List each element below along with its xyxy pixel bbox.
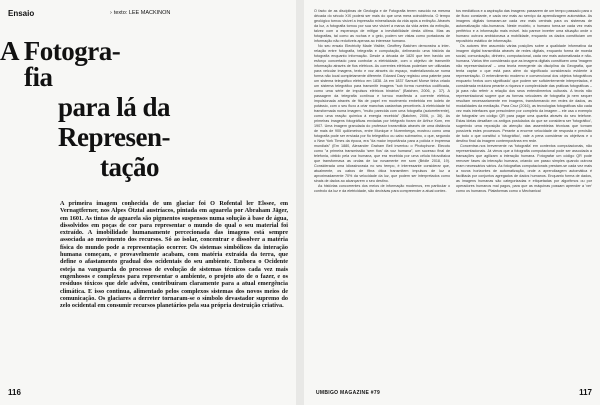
article-title-line-4: Represen- bbox=[58, 122, 170, 152]
article-title-line-3: para lá da bbox=[58, 92, 171, 122]
section-label: Ensaio bbox=[8, 9, 35, 18]
article-title-line-2: fia bbox=[24, 62, 53, 92]
left-page bbox=[0, 0, 296, 405]
body-paragraph: tos mediáticos e a aspiração das imagens: passarem de um tempo passado para o de fluxo constante, e cada vez mais ao serviço da aprendizagem automática. As imagens digitais tornaram-se cada vez mais centrais para os sistemas de automatização não-humanos. Neste modelo, o humano torna-se cada vez mais periférico e a informação mais móvel. Isto parece inverter uma situação onde o humano outrora ambicionava a mobilidade, enquanto os dados constituíam um repositório estático de informação. bbox=[456, 9, 592, 43]
arrow-icon: › bbox=[110, 10, 112, 16]
lead-paragraph: A primeira imagem conhecida de um glaciar foi O Rofental ler Elssee, em Vernagtferner, nos Alpes Ötztal austríacos, pintada em aguarela por Abraham Jäger, em 1601. As tintas de aguarela são pigmentos suspensos numa solução à base de água, dissolvidos em poças de cor para representar o mundo do qual o seu material foi extraído. A imobilidade humanamente percecionada das imagens está sempre associada ao movimento dos recursos. Só ao isolar, concentrar e dissolver a matéria física do mundo pode a representação ocorrer. Os sistemas simbólicos da interação humana começam, e provavelmente acabam, com matéria extraída da terra, que define o afastamento gradual dos ocidentais do seu ambiente. Embora o Ocidente esteja na vanguarda do processo de evolução de sistemas técnicos cada vez mais engenhosos e complexos para representar o ambiente, o projeto ato de o fazer, e os resíduos tóxicos que dele advêm, contribuíram claramente para a atual emergência climática. E isso continua, alimentado pelos complexos sistemas dos novos meios de comunicação. Os glaciares a derreter tornaram-se o símbolo devastador supremo do zelo ocidental em consumir recursos planetários pela sua própria destruição criativa. bbox=[60, 200, 288, 310]
body-paragraph: As histórias concorrentes dos meios de informação modernos, em particular o controlo da luz e da eletricidade, são decisivas para compreender a atual contex- bbox=[314, 184, 450, 193]
page-number-left: 116 bbox=[8, 388, 21, 397]
article-title-line-1: A Fotogra- bbox=[0, 36, 121, 66]
article-title-line-5: tação bbox=[100, 152, 159, 182]
text-column-2 bbox=[456, 9, 592, 381]
body-paragraph: Os autores têm assumido várias posições sobre a qualidade informativa da imagem digital transmitida através de redes digitais, enquanto forma de moeda social, comunicação, dinheiro, computacional, cada vez mais automatizada e não-humana. Vários têm considerado que as imagens digitais constituem uma 'imagem não representacional' – uma teoria emergente da disciplina da Geografia, que tenta captar o que está para além do significado considerado evidente à representação. O entendimento moderno e convencional dos objetos fotográficos enquanto 'textos com significado' que podem ser suficientemente interpretados, é considerada redutora perante a riqueza e complexidade das práticas fotográficas – já para não referir a relação dos seus entendimentos culturais. A teoria não representacional sugere que as formas veiculares de fotografia já nem sequer resultam necessariamente em imagens, transformando em redes de dados, as modalidades da mediação. Para Cruz (2016), as tecnologias fotográficas são cada vez mais interfaces que prescindem por completo da imagem – ele usa o exemplo de fotografar um código QR para pagar uma quantia através do seu telefone. Estas ideias desafiam os antigos postulados do que se considera ser 'fotográfico', sugerindo uma reposição da atenção das assembleias técnicas que tornam possíveis estes processos. Perante a enorme velocidade de resposta e precisão de tudo o que constitui o 'fotográfico', vale a pena considerar os objetivos e o destino final da imagem contemporânea em rede. bbox=[456, 44, 592, 143]
text-column-1 bbox=[314, 9, 450, 381]
magazine-footer: UMBIGO MAGAZINE #79 bbox=[316, 390, 381, 396]
page-gutter bbox=[296, 0, 304, 405]
body-paragraph: Concentrar-nos brevemente na 'fotografia' em contextos computacionais, não representacionais. Já vimos que a fotografia computacional pode ser associada a transações que agilizam a interação humana. Fotografar um código QR pode remover fases da interação humana, criando um passo simples quando outrora eram necessários vários. As fotografias computacionais prestam-se cada vez mais a novos horizontes de automatização, onde a aprendizagem automática é facilitada por conjuntos agregados de dados humanos. Enquanto forma de dados, as imagens humanas são categorizadas e etiquetadas por algoritmos ou por operadores humanos mal pagos, para que as máquinas possam aprender a 'ver' como os humanos. Plataformas como o Mechanical bbox=[456, 144, 592, 193]
page-number-right: 117 bbox=[579, 388, 592, 397]
body-paragraph: No seu ensaio Electricity Made Visible, Geoffrey Batchen demonstra a inter-relação entre fotografia, telegrafia e computação, delineando uma história da fotografia enquanto informação. Desde a década de 1820 que tem havido um esforço concertado para controlar a eletricidade, com o objetivo de transmitir informação através de fios elétricos. As correntes elétricas poderiam ser utilizadas para veicular imagens, texto e voz através do espaço, materializando-se numa forma não local completamente diferente. Edward Davy registou uma patente para um sistema telegráfico elétrico em 1838. Já em 1837 Samuel Morse tinha criado um sistema telegráfico para transmitir imagens "sob forma numérica codificada, como uma série de impulsos elétricos binários" (Batchen, 2006, p. 37). A passagem da telegrafia contínua e tornou manifesta a corrente elétrica, impulsionada através de fita de papel em movimento embebida em iodeto de potássio, com o seu fluxo a criar manchas castanhas percetíveis. A eletricidade foi transformada numa imagem, "muito parecida com uma fotografia (autorreferente), como uma reação química à energia recebida" (Batchen, 2006, p. 36). As primeiras imagens fotográficas enviadas por telégrafo foram de Arthur Korn, em 1907. Uma imagem granulada do professor transmitida através de uma distância de mais de 900 quilómetros, entre Munique e Nuremberga, mostrou como uma fotografia pode ser enviada por fio telegráfico ou cabo submarino, o que, segundo o New York Times da época, era "da maior importância para a polícia e imprensa mundiais" (Em 1880, Alexander Graham Bell inventou o Photophone. Elecotu como "a primeira transmissão 'sem fios' da voz humana", um sucesso final de telefonia, obtido pela voz humana, que era recebida por uma célula fotovoltaica que transformava as ondas de luz novamente em som (Bridle 2018, 19). Considerada uma idiossincrasia no seu tempo, é interessante considerar que, atualmente, os cabos de fibra ótica transmitem impulsos de luz a aproximadamente 70% da velocidade da luz, que podem ser interpretados como sinais de dados ao alcançarem o seu destino. bbox=[314, 44, 450, 183]
body-paragraph: O facto de as disciplinas de Geologia e de Fotografia terem nascido na mesma década do século XIX poderá ser mais do que uma mera coincidência. O tempo geológico tornou visível a impressão mineralizada da vida após a extinção. Através da luz, a fotografia tornou por sua vez visível a marca da vida antes da extinção, talvez com a esperança de mitigar a inevitabilidade desta última. Mas as fotografias, tal como as rochas e o gelo, podem ser vistas como portadoras de informação não redutíveis apenas ao interesse humano. bbox=[314, 9, 450, 43]
author-credit-text: texto: LEE MACKINON bbox=[113, 10, 171, 16]
author-credit bbox=[110, 10, 170, 16]
right-page bbox=[304, 0, 600, 405]
